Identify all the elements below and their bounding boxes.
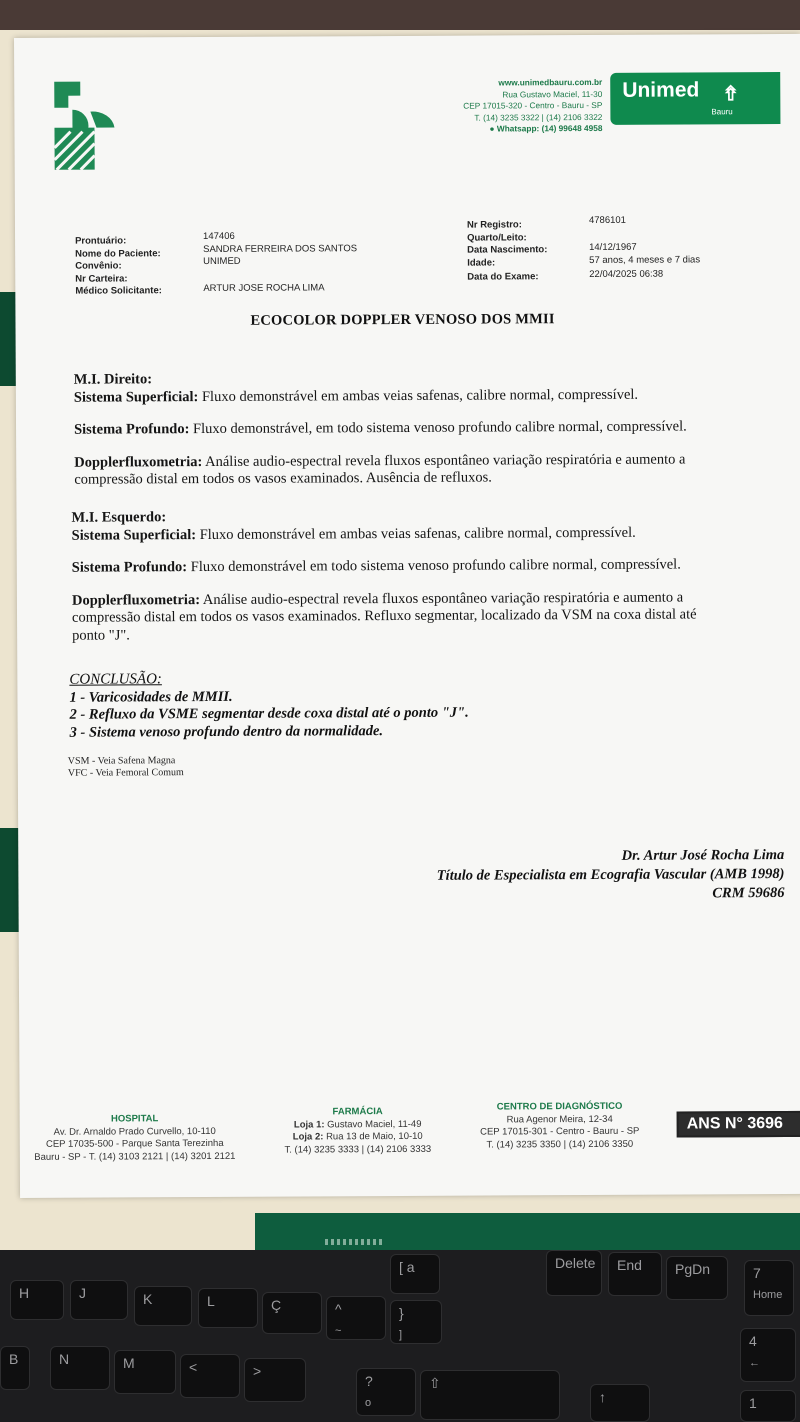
section-right-limb xyxy=(74,368,795,489)
value-medico: ARTUR JOSE ROCHA LIMA xyxy=(203,282,325,295)
label-quarto: Quarto/Leito: xyxy=(467,231,527,244)
key-o-label: o xyxy=(365,1397,372,1409)
brand-name: Unimed xyxy=(622,78,700,102)
footer-loja2-label: Loja 2: xyxy=(292,1131,324,1143)
conclusion-title: CONCLUSÃO: xyxy=(69,671,162,688)
key-left-arrow-label: ← xyxy=(749,1357,760,1369)
footer-centro-line: Rua Agenor Meira, 12-34 xyxy=(506,1113,613,1125)
conclusion-item: 2 - Refluxo da VSME segmentar desde coxa distal até o ponto "J". xyxy=(69,704,469,723)
label-nascimento: Data Nascimento: xyxy=(467,244,548,256)
left-doppler-text-2: compressão distal em todos os vasos examinados. Refluxo segmentar, localizado da VSM na coxa distal até xyxy=(71,606,697,626)
label-convenio: Convênio: xyxy=(75,260,122,272)
key-delete: Delete xyxy=(546,1250,602,1296)
key-j: J xyxy=(70,1280,128,1320)
footer-farmacia xyxy=(268,1106,448,1157)
right-doppler-label: Dopplerfluxometria: xyxy=(74,453,203,471)
exam-title: ECOCOLOR DOPPLER VENOSO DOS MMII xyxy=(250,311,555,329)
right-doppler-text-1: Análise audio-espectral revela fluxos espontâneo variação respiratória e aumento a xyxy=(202,450,686,470)
contact-block xyxy=(394,77,602,136)
left-doppler-text-1: Análise audio-espectral revela fluxos espontâneo variação respiratória e aumento a xyxy=(199,589,684,608)
up-arrow-icon: ↑ xyxy=(599,1389,606,1405)
key-home-label: Home xyxy=(753,1289,783,1301)
signature-block xyxy=(437,846,785,905)
key-bracket-label: [ xyxy=(399,1259,403,1275)
whatsapp-icon: ● xyxy=(489,123,495,134)
footer-hospital-line: Bauru - SP - T. (14) 3103 2121 | (14) 3201 2121 xyxy=(34,1150,236,1163)
label-medico: Médico Solicitante: xyxy=(75,285,162,297)
footer-hospital-line: CEP 17035-500 - Parque Santa Terezinha xyxy=(45,1137,224,1150)
abbreviations xyxy=(68,755,184,780)
key-caret-label: ^ xyxy=(335,1301,342,1317)
key-question xyxy=(356,1368,416,1416)
label-prontuario: Prontuário: xyxy=(75,235,127,247)
cep-line: CEP 17015-320 - Centro - Bauru - SP xyxy=(463,99,603,111)
hospital-logo-icon xyxy=(52,79,116,171)
key-h: H xyxy=(10,1280,64,1320)
website: www.unimedbauru.com.br xyxy=(498,76,603,88)
key-bracket xyxy=(390,1254,440,1294)
brand-city: Bauru xyxy=(711,107,733,117)
report-page xyxy=(14,34,800,1198)
ans-badge: ANS N° 3696 xyxy=(677,1111,800,1138)
section-left-limb xyxy=(71,506,794,645)
patient-values-right xyxy=(589,214,700,281)
footer-farmacia-phone: T. (14) 3235 3333 | (14) 2106 3333 xyxy=(284,1143,432,1156)
key-7-label: 7 xyxy=(753,1265,761,1281)
left-doppler-text-3: ponto "J". xyxy=(72,626,130,644)
footer-loja1: Gustavo Maciel, 11-49 xyxy=(324,1118,422,1130)
right-superficial-label: Sistema Superficial: xyxy=(73,388,199,406)
shift-arrow-icon: ⇧ xyxy=(429,1375,441,1391)
left-heading: M.I. Esquerdo: xyxy=(71,509,167,526)
footer-farmacia-head: FARMÁCIA xyxy=(332,1106,383,1118)
doctor-name: Dr. Artur José Rocha Lima xyxy=(621,846,785,864)
label-nome: Nome do Paciente: xyxy=(75,247,161,260)
key-c-cedilla: Ç xyxy=(262,1292,322,1334)
footer-centro-head: CENTRO DE DIAGNÓSTICO xyxy=(496,1100,623,1113)
key-n: N xyxy=(50,1346,110,1390)
key-l: L xyxy=(198,1288,258,1328)
key-a-label: a xyxy=(406,1259,415,1275)
right-superficial-text: Fluxo demonstrável em ambas veias safenas, calibre normal, compressível. xyxy=(198,386,639,405)
key-close-bracket-label: ] xyxy=(399,1329,403,1341)
value-registro: 4786101 xyxy=(588,214,626,226)
key-pgdn: PgDn xyxy=(666,1256,728,1300)
key-question-label: ? xyxy=(365,1373,373,1389)
footer-centro-line: T. (14) 3235 3350 | (14) 2106 3350 xyxy=(486,1138,634,1151)
patient-labels-right xyxy=(467,219,548,284)
key-numpad-4 xyxy=(740,1328,796,1382)
right-doppler-text-2: compressão distal em todos os vasos examinados. Ausência de refluxos. xyxy=(74,469,492,488)
key-less: < xyxy=(180,1354,240,1398)
right-profundo-text: Fluxo demonstrável, em todo sistema venoso profundo calibre normal, compressível. xyxy=(189,418,687,438)
footer-hospital-line: Av. Dr. Arnaldo Prado Curvello, 10-110 xyxy=(53,1125,216,1138)
label-registro: Nr Registro: xyxy=(466,219,522,231)
label-idade: Idade: xyxy=(467,256,496,269)
left-profundo-label: Sistema Profundo: xyxy=(71,559,188,576)
footer-loja1-label: Loja 1: xyxy=(293,1118,325,1131)
key-tilde-label: ~ xyxy=(335,1325,342,1337)
key-numpad-1: 1 xyxy=(740,1390,796,1422)
patient-values-left xyxy=(203,230,357,295)
footer-loja2: Rua 13 de Maio, 10-10 xyxy=(323,1130,423,1143)
value-exame: 22/04/2025 06:38 xyxy=(589,268,664,280)
key-k: K xyxy=(134,1286,192,1326)
footer-hospital-head: HOSPITAL xyxy=(110,1113,159,1125)
key-greater: > xyxy=(244,1358,306,1402)
left-superficial-text: Fluxo demonstrável em ambas veias safenas, calibre normal, compressível. xyxy=(196,524,636,543)
key-b: B xyxy=(0,1346,30,1390)
value-nome: SANDRA FERREIRA DOS SANTOS xyxy=(203,242,358,255)
phone-line: T. (14) 3235 3322 | (14) 2106 3322 xyxy=(474,111,603,123)
label-carteira: Nr Carteira: xyxy=(75,272,128,285)
right-heading: M.I. Direito: xyxy=(73,371,153,388)
unimed-tree-icon: ⇮ xyxy=(722,83,740,106)
key-m: M xyxy=(114,1350,176,1394)
conclusion-item: 1 - Varicosidades de MMII. xyxy=(69,688,233,706)
key-end: End xyxy=(608,1252,662,1296)
value-nascimento: 14/12/1967 xyxy=(589,241,637,253)
address-line: Rua Gustavo Maciel, 11-30 xyxy=(502,88,603,99)
conclusion-block xyxy=(69,668,769,742)
abbreviation-item: VSM - Veia Safena Magna xyxy=(67,755,176,767)
right-profundo-label: Sistema Profundo: xyxy=(74,421,190,438)
key-shift xyxy=(420,1370,560,1420)
footer-centro-line: CEP 17015-301 - Centro - Bauru - SP xyxy=(480,1125,640,1138)
key-4-label: 4 xyxy=(749,1333,757,1349)
left-doppler-label: Dopplerfluxometria: xyxy=(71,591,201,609)
unimed-badge xyxy=(610,72,780,125)
abbreviation-item: VFC - Veia Femoral Comum xyxy=(67,767,184,779)
keyboard xyxy=(0,1250,800,1422)
footer-centro xyxy=(460,1101,660,1152)
whatsapp-line: Whatsapp: (14) 99648 4958 xyxy=(496,122,603,134)
patient-labels-left xyxy=(75,235,162,298)
label-exame: Data do Exame: xyxy=(467,271,539,283)
conclusion-item: 3 - Sistema venoso profundo dentro da normalidade. xyxy=(69,722,384,741)
key-brace-label: } xyxy=(399,1305,404,1321)
key-numpad-7 xyxy=(744,1260,794,1316)
left-profundo-text: Fluxo demonstrável em todo sistema venoso profundo calibre normal, compressível. xyxy=(187,556,681,576)
doctor-title: Título de Especialista em Ecografia Vascular (AMB 1998) xyxy=(436,865,785,884)
key-up xyxy=(590,1384,650,1422)
value-prontuario: 147406 xyxy=(203,230,235,243)
footer-hospital xyxy=(22,1113,248,1164)
value-idade: 57 anos, 4 meses e 7 dias xyxy=(589,253,701,266)
key-brace xyxy=(390,1300,442,1344)
value-convenio: UNIMED xyxy=(203,255,241,268)
key-caret xyxy=(326,1296,386,1340)
doctor-crm: CRM 59686 xyxy=(712,884,785,902)
left-superficial-label: Sistema Superficial: xyxy=(71,526,197,544)
